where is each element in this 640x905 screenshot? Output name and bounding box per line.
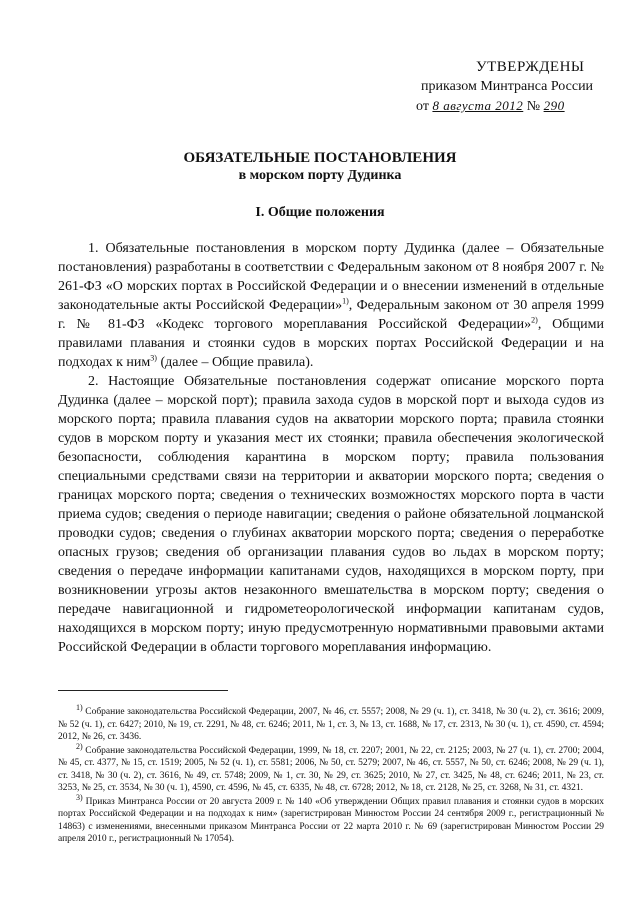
paragraph-1: 1. Обязательные постановления в морском порту Дудинка (далее – Обязательные постановления) разработаны в соответствии с Федеральным законом от 8 ноября 2007 г. № 261-ФЗ «О морских портах в Российской Федерации и о внесении изменений в отдельные законодательные акты Российской Федерации»$^{1)}$, Федеральным законом от 30 апреля 1999 г. № 81-ФЗ «Кодекс торгового мореплавания Российской Федерации»$^{2)}$, Общими правилами плавания и стоянки судов в морских портах Российской Федерации и на подходах к ним$^{3)}$ (далее – Общие правила). — [58, 241, 604, 370]
footnote-2: $^{2)}$ Собрание законодательства Российской Федерации, 1999, № 18, ст. 2207; 2001, № 22, ст. 2125; 2003, № 27 (ч. 1), ст. 2700; 2004, № 45, ст. 4377, № 15, ст. 1519; 2005, № 52 (ч. 1), ст. 5581; 2006, № 50, ст. 5279; 2007, № 46, ст. 5557, № 50, ст. 6246; 2008, № 29 (ч. 1), ст. 3418, № 30 (ч. 2), ст. 3616, № 49, ст. 5748; 2009, № 1, ст. 30, № 29, ст. 3625; 2010, № 27, ст. 3425, № 48, ст. 6246; 2011, № 23, ст. 3253, № 25, ст. 3534, № 30 (ч. 1), 4590, ст. 4596, № 45, ст. 6335, № 48, ст. 6728; 2012, № 18, ст. 2128, № 25, ст. 3268, № 31, ст. 4321. — [58, 741, 604, 793]
document-title: ОБЯЗАТЕЛЬНЫЕ ПОСТАНОВЛЕНИЯ — [183, 150, 457, 166]
handwritten-date: 8 августа 2012 — [432, 98, 524, 113]
approval-title: УТВЕРЖДЕНЫ — [476, 59, 585, 75]
footnote-ref-2: 2) — [531, 315, 538, 325]
handwritten-number: 290 — [543, 98, 565, 113]
paragraph-2: 2. Настоящие Обязательные постановления содержат описание морского порта Дудинка (далее – морской порт); правила захода судов в морской порт и выхода судов из морского порта; правила плавания судов на акватории морского порта; правила стоянки судов в морском порту и указания мест их стоянки; правила обеспечения экологической безопасности, соблюдения карантина в морском порту; правила пользования специальными средствами связи на территории и акватории морского порта; сведения о границах морского порта; сведения о технических возможностях морского порта в части приема судов; сведения о периоде навигации; сведения о районе обязательной лоцманской проводки судов; сведения о глубинах акватории морского порта; сведения о переработке опасных грузов; сведения об организации плавания судов во льдах в морском порту; сведения о передаче информации капитанами судов, находящихся в морском порту, при возникновении угрозы актов незаконного вмешательства в морском порту; сведения о передаче навигационной и гидрометеорологической информации капитанам судов, находящихся в морском порту; иную предусмотренную нормативными правовыми актами Российской Федерации в области торгового мореплавания информацию. — [58, 374, 604, 655]
footnote-3: $^{3)}$ Приказ Минтранса России от 20 августа 2009 г. № 140 «Об утверждении Общих правил плавания и стоянки судов в морских портах Российской Федерации и на подходах к ним» (зарегистрирован Минюстом России 24 сентября 2009 г., регистрационный № 14863) с изменениями, внесенными приказом Минтранса России от 22 марта 2010 г. № 69 (зарегистрирован Минюстом России 29 апреля 2010 г., регистрационный № 17054). — [58, 792, 604, 844]
footnote-divider — [58, 690, 228, 691]
footnotes — [58, 702, 604, 847]
document-subtitle: в морском порту Дудинка — [238, 168, 402, 183]
document-body — [58, 239, 604, 657]
number-prefix: № — [526, 99, 541, 114]
approval-stamp — [416, 58, 616, 116]
approval-date-line — [416, 96, 616, 116]
footnote-ref-1: 1) — [342, 296, 349, 306]
approval-order: приказом Минтранса России — [421, 79, 594, 94]
footnote-ref-3: 3) — [150, 353, 157, 363]
footnote-1: $^{1)}$ Собрание законодательства Российской Федерации, 2007, № 46, ст. 5557; 2008, № 29 (ч. 1), ст. 3418, № 30 (ч. 2), ст. 3616; 2009, № 52 (ч. 1), ст. 6427; 2010, № 19, ст. 2291, № 48, ст. 6246; 2011, № 1, ст. 3, № 13, ст. 1688, № 17, ст. 2313, № 30 (ч. 1), ст. 4590, ст. 4594; 2012, № 26, ст. 3436. — [58, 702, 604, 742]
section-heading: I. Общие положения — [255, 205, 385, 220]
date-prefix: от — [416, 99, 429, 114]
